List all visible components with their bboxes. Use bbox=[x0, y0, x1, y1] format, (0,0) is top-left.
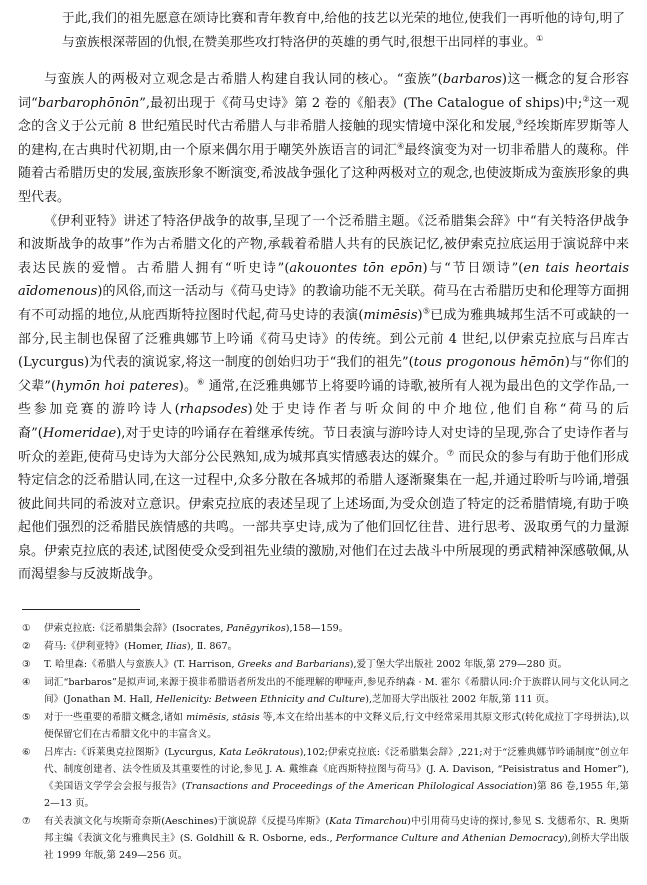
paragraph-text: 与蛮族人的两极对立观念是古希腊人构建自我认同的核心。“蛮族”( bbox=[44, 72, 443, 87]
italic-term: en tais heortais aīdomenous bbox=[18, 260, 629, 300]
footnote-text-part: ),剑桥大学出版社 1999 年版,第 249—256 页。 bbox=[44, 833, 629, 862]
footnote-text-part: ), Ⅱ. 867。 bbox=[186, 641, 238, 653]
footnote-text-part: 对于一些重要的希腊文概念,诸如 bbox=[44, 712, 187, 724]
paragraph-2 bbox=[18, 210, 629, 588]
footnote-ref-4[interactable]: ④ bbox=[397, 141, 405, 151]
footnote-italic-title: Greeks and Barbarians bbox=[237, 659, 350, 671]
paragraph-text: )的风俗,而这一活动与《荷马史诗》的教谕功能不无关联。荷马在古希腊历史和伦理等方面拥有不可动摇的地位,从庇西斯特拉图时代起,荷马史诗的表演( bbox=[18, 284, 629, 323]
footnote-ref-5[interactable]: ⑤ bbox=[422, 306, 431, 316]
footnote-text-part: 词汇“barbaros”是拟声词,来源于摸非希腊语者所发出的不能理解的咿哑声,参见乔纳森 · M. 霍尔《希腊认同:介于族群认同与文化认同之间》(Jonathan M. Hall, bbox=[44, 677, 629, 706]
paragraph-1 bbox=[18, 68, 629, 210]
footnote-ref-2[interactable]: ② bbox=[582, 94, 590, 104]
section-gap bbox=[18, 54, 629, 68]
paragraph-text: )这一概念的复合形容词“ bbox=[18, 72, 629, 111]
footnote-text-part: 等,本文在给出基本的中文释义后,行文中经常采用其原文形式(转化成拉丁字母拼法),以便保留它们在古希腊文化中的丰富含义。 bbox=[44, 712, 629, 741]
footnote-italic-title: mimēsis, stāsis bbox=[186, 712, 260, 724]
italic-term: rhapsodes bbox=[179, 402, 248, 418]
footnote-1 bbox=[22, 620, 629, 637]
footnote-2 bbox=[22, 638, 629, 655]
footnote-text bbox=[44, 620, 629, 637]
italic-term: barbaros bbox=[442, 72, 502, 87]
footnote-number: ④ bbox=[22, 677, 31, 689]
paragraph-text: )处于史诗作者与听众间的中介地位,他们自称“荷马的后裔”( bbox=[18, 402, 629, 441]
footnote-text-part: 有关表演文化与埃斯奇奈斯(Aeschines)于演说辞《反提马库斯》( bbox=[44, 816, 330, 828]
paragraph-text: 已成为雅典城邦生活不可或缺的一部分,民主制也保留了泛雅典娜节上吟诵《荷马史诗》的传统。到公元前 4 世纪,以伊索克拉底与吕库古(Lycurgus)为代表的演说家,将这一制度的创始归功于“我们的祖先”( bbox=[18, 307, 629, 371]
footnote-text bbox=[44, 638, 629, 655]
footnote-text-part: ),芝加哥大学出版社 2002 年版,第 111 页。 bbox=[365, 694, 555, 706]
paragraph-text: ) bbox=[417, 307, 423, 323]
footnote-italic-title: Kata Leōkratous bbox=[219, 747, 300, 759]
italic-term: akouontes tōn epōn bbox=[289, 260, 423, 276]
footnote-italic-title: Ilias bbox=[166, 641, 187, 653]
paragraph-text: ),对于史诗的吟诵存在着继承传统。节日表演与游吟诗人对史诗的呈现,弥合了史诗作者与听众的差距,使荷马史诗为大部分公民熟知,成为城邦真实情感表达的媒介。 bbox=[18, 425, 629, 465]
footnote-italic-title: Kata Timarchou bbox=[329, 816, 408, 828]
quote-text: 于此,我们的祖先愿意在颂诗比赛和青年教育中,给他的技艺以光荣的地位,使我们一再听他的诗句,明了与蛮族根深蒂固的仇恨,在赞美那些攻打特洛伊的英雄的勇气时,很想干出同样的事业。 bbox=[62, 10, 625, 49]
paragraph-text: 最终演变为对一切非希腊人的蔑称。伴随着古希腊历史的发展,蛮族形象不断演变,希波战争强化了这种两极对立的观念,也使波斯成为蛮族形象的典型代表。 bbox=[18, 142, 629, 205]
footnote-text bbox=[44, 709, 629, 743]
paragraph-text: 而民众的参与有助于他们形成特定信念的泛希腊认同,在这一过程中,众多分散在各城邦的希腊人逐渐聚集在一起,并通过聆听与吟诵,增强彼此间共同的希波对立意识。伊索克拉底的表述呈现了上述场面,为受众创造了特定的泛希腊情境,有助于唤起他们强烈的泛希腊民族情感的共鸣。一部共享史诗,成为了他们回忆往昔、进行思考、汲取勇气的力量源泉。伊索克拉底的表述,试图使受众受到祖先业绩的激励,对他们在过去战斗中所展现的勇武精神深感敬佩,从而渴望参与反波斯战争。 bbox=[18, 449, 630, 583]
paragraph-text: 经埃斯库罗斯等人的建构,在古典时代初期,由一个原来偶尔用于嘲笑外族语言的词汇 bbox=[18, 119, 630, 158]
italic-term: tous progonous hēmōn bbox=[413, 355, 565, 371]
paragraph-text: 通常,在泛雅典娜节上将要吟诵的诗歌,被所有人视为最出色的文学作品,一些参加竞赛的游吟诗人( bbox=[18, 378, 630, 418]
footnote-text bbox=[44, 656, 629, 673]
footnote-number: ② bbox=[22, 641, 31, 653]
footnote-3 bbox=[22, 656, 629, 673]
footnote-text-part: ),爱丁堡大学出版社 2002 年版,第 279—280 页。 bbox=[349, 659, 568, 671]
footnote-text-part: )中引用荷马史诗的探讨,参见 S. 戈德希尔、R. 奥斯邦主编《表演文化与雅典民主》(S. Goldhill & R. Osborne, eds., bbox=[44, 816, 630, 845]
body-text bbox=[18, 68, 629, 587]
paragraph-text: )与“你们的父辈”( bbox=[18, 355, 630, 394]
footnote-number: ① bbox=[22, 623, 31, 635]
footnotes bbox=[18, 620, 629, 864]
footnote-italic-title: Panēgyrikos bbox=[226, 623, 286, 635]
footnote-6 bbox=[22, 744, 629, 812]
italic-term: hymōn hoi pateres bbox=[56, 378, 179, 394]
paragraph-text: 这一观念的含义于公元前 8 世纪殖民时代古希腊人与非希腊人接触的现实情境中深化和发展, bbox=[18, 95, 629, 135]
paragraph-text: )。 bbox=[178, 378, 198, 394]
footnote-number: ③ bbox=[22, 659, 31, 671]
footnote-text-part: 伊索克拉底:《泛希腊集会辞》(Isocrates, bbox=[44, 623, 227, 635]
footnote-text bbox=[44, 813, 629, 864]
footnote-text-part: 荷马:《伊利亚特》(Homer, bbox=[44, 641, 167, 653]
footnote-number: ⑦ bbox=[22, 816, 31, 828]
footnote-ref-7[interactable]: ⑦ bbox=[446, 448, 455, 458]
footnote-text-part: ),102;伊索克拉底:《泛希腊集会辞》,221;对于“泛雅典娜节吟诵制度”创立年代、制度创建者、法令性质及其重要性的讨论,参见 J. A. 戴维森《庇西斯特拉图与荷马》(J. A. Davison, “Peisistratus and Homer”),《美国语文学学会会报与报告》( bbox=[44, 747, 629, 793]
footnote-7 bbox=[22, 813, 629, 864]
footnote-divider bbox=[22, 609, 140, 610]
paragraph-text: ”,最初出现于《荷马史诗》第 2 卷的《船表》(The Catalogue of ships)中; bbox=[139, 95, 583, 111]
footnote-italic-title: Hellenicity: Between Ethnicity and Culture bbox=[155, 694, 366, 706]
footnote-text bbox=[44, 674, 629, 708]
footnote-text bbox=[44, 744, 629, 812]
footnote-italic-title: Transactions and Proceedings of the American Philological Association bbox=[185, 781, 534, 793]
paragraph-text: )与“节日颂诗”( bbox=[422, 260, 524, 276]
paragraph-text: 《伊利亚特》讲述了特洛伊战争的故事,呈现了一个泛希腊主题。《泛希腊集会辞》中“有关特洛伊战争和波斯战争的故事”作为古希腊文化的产物,承载着希腊人共有的民族记忆,被伊索克拉底运用于演说辞中来表达民族的爱憎。古希腊人拥有“听史诗”( bbox=[18, 213, 629, 276]
footnote-text-part: T. 哈里森:《希腊人与蛮族人》(T. Harrison, bbox=[44, 659, 238, 671]
footnote-4 bbox=[22, 674, 629, 708]
footnote-5 bbox=[22, 709, 629, 743]
footnote-number: ⑥ bbox=[22, 747, 31, 759]
footnote-ref-1[interactable]: ① bbox=[535, 33, 544, 43]
footnote-text-part: ),158—159。 bbox=[285, 623, 349, 635]
footnote-ref-3[interactable]: ③ bbox=[515, 117, 524, 127]
block-quote bbox=[62, 6, 625, 54]
footnote-text-part: 吕库古:《诉莱奥克拉图斯》(Lycurgus, bbox=[44, 747, 220, 759]
footnote-italic-title: Performance Culture and Athenian Democracy bbox=[335, 833, 564, 845]
italic-term: mimēsis bbox=[363, 307, 418, 323]
footnote-number: ⑤ bbox=[22, 712, 31, 724]
footnote-text-part: )第 86 卷,1955 年,第 2—13 页。 bbox=[44, 781, 629, 810]
footnote-ref-6[interactable]: ⑥ bbox=[197, 377, 205, 387]
italic-term: Homeridae bbox=[42, 425, 117, 441]
italic-term: barbarophōnōn bbox=[37, 95, 140, 111]
